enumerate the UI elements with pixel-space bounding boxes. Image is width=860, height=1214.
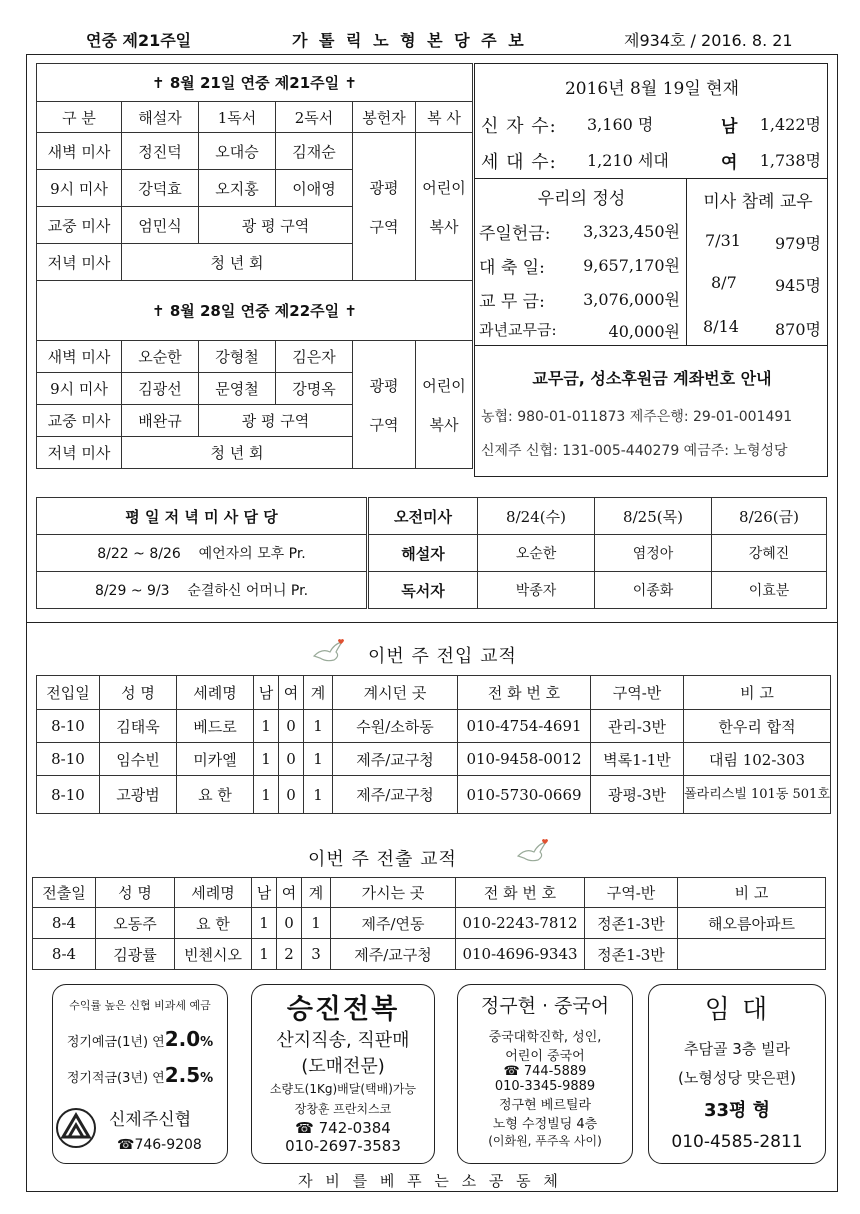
female-value: 1,738명 bbox=[759, 151, 821, 170]
abalone-line3: 소량도(1Kg)배달(택배)가능 bbox=[269, 1082, 417, 1096]
col-header: 여 bbox=[277, 878, 302, 908]
col-header: 계시던 곳 bbox=[333, 676, 458, 710]
col-header: 계 bbox=[304, 676, 333, 710]
col-header: 해설자 bbox=[122, 102, 199, 133]
col-header: 남 bbox=[254, 676, 279, 710]
col-header: 여 bbox=[279, 676, 304, 710]
male-value: 1,422명 bbox=[759, 115, 821, 134]
abalone-line2: (도매전문) bbox=[301, 1056, 385, 1077]
mass-time: 9시 미사 bbox=[37, 373, 122, 405]
bulletin-title: 가 톨 릭 노 형 본 당 주 보 bbox=[292, 31, 527, 50]
chinese-line5: (이화원, 푸주옥 사이) bbox=[488, 1134, 602, 1148]
col-header: 구 분 bbox=[37, 102, 122, 133]
mass-time: 9시 미사 bbox=[37, 170, 122, 207]
ad-abalone bbox=[251, 984, 435, 1164]
mass-roster bbox=[36, 63, 473, 469]
divider bbox=[26, 622, 838, 623]
reader1: 오지홍 bbox=[199, 170, 276, 207]
mass-time: 교중 미사 bbox=[37, 405, 122, 437]
col-header: 구역-반 bbox=[591, 676, 684, 710]
morning-reader: 박종자 bbox=[478, 572, 595, 609]
transfer-out-table bbox=[32, 877, 826, 970]
offering-value: 9,657,170원 bbox=[583, 256, 680, 275]
transfer-in-title: 이번 주 전입 교적 bbox=[368, 646, 517, 667]
issue-number: 제934호 / 2016. 8. 21 bbox=[624, 31, 793, 50]
col-header: 남 bbox=[252, 878, 277, 908]
col-header: 전입일 bbox=[37, 676, 100, 710]
col-header: 2독서 bbox=[276, 102, 353, 133]
mass-time: 교중 미사 bbox=[37, 207, 122, 244]
chinese-phone2: 010-3345-9889 bbox=[494, 1079, 596, 1094]
ad-chinese bbox=[457, 984, 633, 1164]
youth-group: 청 년 회 bbox=[122, 437, 353, 469]
rent-line3: 33평 형 bbox=[703, 1100, 771, 1121]
col-header: 1독서 bbox=[199, 102, 276, 133]
abalone-line4: 장창훈 프란치스코 bbox=[294, 1102, 392, 1116]
table-row: 8-4 오동주 요 한 1 0 1 제주/연동 010-2243-7812 정존1-3반 해오름아파트 bbox=[33, 908, 826, 939]
col-header: 비 고 bbox=[678, 878, 826, 908]
attendance-title: 미사 참례 교우 bbox=[703, 192, 813, 212]
abalone-phone2: 010-2697-3583 bbox=[285, 1137, 401, 1155]
col-header: 계 bbox=[302, 878, 331, 908]
col-header: 가시는 곳 bbox=[331, 878, 456, 908]
footer-motto: 자 비 를 베 푸 는 소 공 동 체 bbox=[298, 1172, 562, 1190]
attendance-box bbox=[686, 178, 828, 346]
commentator-label: 해설자 bbox=[368, 535, 478, 572]
col-header: 봉헌자 bbox=[353, 102, 416, 133]
morning-date: 8/24(수) bbox=[478, 498, 595, 535]
credit-tagline: 수익률 높은 신협 비과세 예금 bbox=[69, 999, 211, 1012]
households-value: 1,210 세대 bbox=[587, 151, 669, 170]
rent-line2: (노형성당 맞은편) bbox=[678, 1069, 796, 1087]
morning-commentator: 염정아 bbox=[595, 535, 712, 572]
roster-week1-title: ✝ 8월 21일 연중 제21주일 ✝ bbox=[37, 64, 473, 102]
dove-icon bbox=[312, 638, 346, 664]
col-header: 구역-반 bbox=[585, 878, 678, 908]
mass-time: 저녁 미사 bbox=[37, 244, 122, 281]
cross-icon: ✝ bbox=[344, 302, 357, 320]
offerer-cell: 광평 구역 bbox=[353, 341, 416, 469]
week-label: 연중 제21주일 bbox=[86, 31, 192, 50]
mass-time: 새벽 미사 bbox=[37, 341, 122, 373]
morning-reader: 이종화 bbox=[595, 572, 712, 609]
offering-label: 과년교무금: bbox=[479, 321, 557, 339]
table-row: 8-4 김광률 빈첸시오 1 2 3 제주/교구청 010-4696-9343 정존1-3반 bbox=[33, 939, 826, 970]
cross-icon: ✝ bbox=[152, 74, 165, 92]
morning-commentator: 강혜진 bbox=[712, 535, 827, 572]
weekday-row: 8/29 ~ 9/3 순결하신 어머니 Pr. bbox=[37, 572, 368, 609]
col-header: 세례명 bbox=[177, 676, 254, 710]
abalone-line1: 산지직송, 직판매 bbox=[276, 1030, 410, 1051]
account-line-2: 신제주 신협: 131-005-440279 예금주: 노형성당 bbox=[481, 443, 788, 459]
commentator: 배완규 bbox=[122, 405, 199, 437]
col-header: 전 화 번 호 bbox=[456, 878, 585, 908]
account-line-1: 농협: 980-01-011873 제주은행: 29-01-001491 bbox=[481, 409, 793, 425]
col-header: 비 고 bbox=[684, 676, 831, 710]
col-header: 복 사 bbox=[416, 102, 473, 133]
reader2: 이애영 bbox=[276, 170, 353, 207]
abalone-phone1: ☎ 742-0384 bbox=[295, 1119, 391, 1137]
credit-savings: 정기적금(3년) 연2.5% bbox=[66, 1063, 214, 1087]
offering-title: 우리의 정성 bbox=[537, 189, 626, 209]
cross-icon: ✝ bbox=[152, 302, 165, 320]
table-row: 8-10 고광범 요 한 1 0 1 제주/교구청 010-5730-0669 광평-3반 폴라리스빌 101동 501호 bbox=[37, 776, 831, 814]
offering-label: 주일헌금: bbox=[479, 224, 551, 244]
offering-label: 대 축 일: bbox=[479, 258, 545, 278]
ad-rent bbox=[648, 984, 826, 1164]
morning-reader: 이효분 bbox=[712, 572, 827, 609]
morning-date: 8/25(목) bbox=[595, 498, 712, 535]
female-label: 여 bbox=[721, 153, 738, 173]
morning-date: 8/26(금) bbox=[712, 498, 827, 535]
commentator: 오순한 bbox=[122, 341, 199, 373]
chinese-phone1: ☎ 744-5889 bbox=[503, 1064, 587, 1079]
attendance-count: 945명 bbox=[775, 276, 821, 295]
table-row: 8-10 김태욱 베드로 1 0 1 수원/소하동 010-4754-4691 관리-3반 한우리 합적 bbox=[37, 710, 831, 743]
col-header: 성 명 bbox=[96, 878, 175, 908]
offering-value: 3,323,450원 bbox=[583, 222, 680, 241]
believers-label: 신 자 수: bbox=[481, 116, 557, 137]
believers-value: 3,160 명 bbox=[587, 115, 654, 134]
reader-label: 독서자 bbox=[368, 572, 478, 609]
attendance-date: 8/14 bbox=[703, 317, 739, 336]
reader2: 김은자 bbox=[276, 341, 353, 373]
reader1: 강형철 bbox=[199, 341, 276, 373]
weekday-row: 8/22 ~ 8/26 예언자의 모후 Pr. bbox=[37, 535, 368, 572]
col-header: 전 화 번 호 bbox=[458, 676, 591, 710]
morning-commentator: 오순한 bbox=[478, 535, 595, 572]
chinese-line1: 중국대학진학, 성인, bbox=[488, 1030, 602, 1045]
dove-icon bbox=[516, 838, 550, 864]
credit-deposit: 정기예금(1년) 연2.0% bbox=[66, 1027, 214, 1051]
table-row: 8-10 임수빈 미카엘 1 0 1 제주/교구청 010-9458-0012 벽록1-1반 대림 102-303 bbox=[37, 743, 831, 776]
reader2: 강명옥 bbox=[276, 373, 353, 405]
transfer-out-title: 이번 주 전출 교적 bbox=[308, 849, 457, 870]
altar-server-cell: 어린이 복사 bbox=[416, 341, 473, 469]
rent-title: 임 대 bbox=[704, 995, 770, 1025]
male-label: 남 bbox=[721, 117, 738, 137]
chinese-line3: 정구현 베르틸라 bbox=[498, 1098, 592, 1113]
reader2: 김재순 bbox=[276, 133, 353, 170]
chinese-line4: 노형 수정빌딩 4층 bbox=[492, 1117, 598, 1132]
commentator: 강덕효 bbox=[122, 170, 199, 207]
reader1: 문영철 bbox=[199, 373, 276, 405]
attendance-date: 7/31 bbox=[705, 231, 741, 250]
altar-server-cell: 어린이 복사 bbox=[416, 133, 473, 281]
weekday-title: 평 일 저 녁 미 사 담 당 bbox=[37, 498, 368, 535]
abalone-name: 승진전복 bbox=[286, 994, 400, 1025]
reader1: 오대승 bbox=[199, 133, 276, 170]
col-header: 세례명 bbox=[175, 878, 252, 908]
weekday-mass bbox=[36, 497, 827, 609]
offering-label: 교 무 금: bbox=[479, 292, 545, 312]
ad-credit-union bbox=[52, 984, 228, 1164]
offering-value: 3,076,000원 bbox=[583, 290, 680, 309]
households-label: 세 대 수: bbox=[481, 152, 557, 173]
commentator: 김광선 bbox=[122, 373, 199, 405]
roster-week2-title: ✝ 8월 28일 연중 제22주일 ✝ bbox=[37, 281, 473, 341]
reader-group: 광 평 구역 bbox=[199, 207, 353, 244]
credit-phone: ☎746-9208 bbox=[117, 1137, 202, 1153]
rent-line1: 추담골 3층 빌라 bbox=[683, 1040, 791, 1058]
chinese-line2: 어린이 중국어 bbox=[505, 1049, 585, 1064]
commentator: 정진덕 bbox=[122, 133, 199, 170]
account-title: 교무금, 성소후원금 계좌번호 안내 bbox=[532, 369, 772, 388]
offering-box bbox=[474, 178, 687, 346]
col-header: 성 명 bbox=[100, 676, 177, 710]
account-info bbox=[474, 345, 828, 477]
offerer-cell: 광평 구역 bbox=[353, 133, 416, 281]
roster-table bbox=[36, 63, 473, 469]
transfer-in-table bbox=[36, 675, 831, 814]
reader-group: 광 평 구역 bbox=[199, 405, 353, 437]
attendance-count: 870명 bbox=[775, 320, 821, 339]
chinese-name: 정구현 · 중국어 bbox=[480, 995, 610, 1017]
credit-union-logo-icon bbox=[55, 1107, 97, 1149]
offering-value: 40,000원 bbox=[608, 322, 680, 341]
attendance-count: 979명 bbox=[775, 234, 821, 253]
attendance-date: 8/7 bbox=[711, 273, 737, 292]
rent-phone: 010-4585-2811 bbox=[671, 1132, 803, 1152]
cross-icon: ✝ bbox=[344, 74, 357, 92]
youth-group: 청 년 회 bbox=[122, 244, 353, 281]
col-header: 전출일 bbox=[33, 878, 96, 908]
parish-stats bbox=[474, 63, 828, 179]
stats-date: 2016년 8월 19일 현재 bbox=[564, 79, 740, 99]
commentator: 엄민식 bbox=[122, 207, 199, 244]
mass-time: 새벽 미사 bbox=[37, 133, 122, 170]
morning-mass-label: 오전미사 bbox=[368, 498, 478, 535]
mass-time: 저녁 미사 bbox=[37, 437, 122, 469]
credit-name: 신제주신협 bbox=[109, 1110, 192, 1130]
